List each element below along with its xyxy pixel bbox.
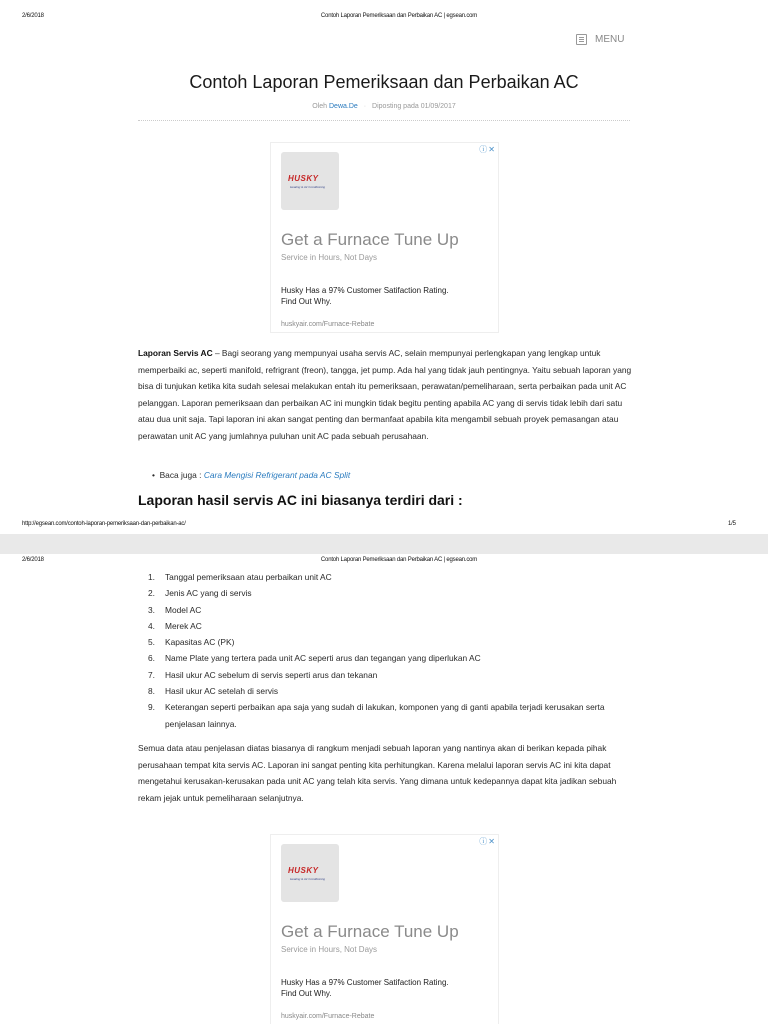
print-title: Contoh Laporan Pemeriksaan dan Perbaikan AC | egsean.com [320,13,478,19]
list-item: 6. Name Plate yang tertera pada unit AC seperti arus dan tegangan yang diperlukan AC [148,653,481,664]
ad-logo-text: HUSKY [288,174,319,183]
print-title: Contoh Laporan Pemeriksaan dan Perbaikan AC | egsean.com [320,557,478,563]
ad-description: Husky Has a 97% Customer Satifaction Rating. Find Out Why. [281,286,449,306]
page-separator [0,534,768,554]
ad-logo[interactable] [281,152,339,210]
see-also-item [152,470,350,480]
print-date: 2/6/2018 [22,13,44,19]
intro-paragraph [138,345,632,444]
list-item: 3. Model AC [148,604,202,615]
list-item: 1. Tanggal pemeriksaan atau perbaikan unit AC [148,572,332,582]
advertisement[interactable] [270,142,499,333]
intro-bold: Laporan Servis AC [138,348,213,358]
bullet-dot: • [152,470,155,480]
ad-logo[interactable] [281,844,339,902]
print-date: 2/6/2018 [22,557,44,563]
list-item: 8. Hasil ukur AC setelah di servis [148,686,279,697]
ad-subline: Service in Hours, Not Days [281,253,378,262]
ad-subline: Service in Hours, Not Days [281,945,378,954]
ad-logo-text: HUSKY [288,866,319,875]
byline-prefix: Oleh [312,103,328,110]
report-items-list [148,569,632,732]
advertisement[interactable] [270,834,499,1024]
byline-divider: · [363,103,367,110]
section-heading: Laporan hasil servis AC ini biasanya terdiri dari : [138,492,463,508]
ad-choices-icon[interactable]: ⓘ✕ [479,145,496,154]
posted-date: Diposting pada 01/09/2017 [372,103,456,110]
list-item: 7. Hasil ukur AC sebelum di servis seperti arus dan tekanan [148,669,378,680]
author-link[interactable]: Dewa.De [329,103,358,110]
footer-page-number: 1/5 [728,521,736,527]
menu-icon [576,34,587,45]
article-title: Contoh Laporan Pemeriksaan dan Perbaikan AC [189,72,579,92]
byline [0,103,768,110]
ad-logo-subtext: Heating & Air Conditioning [290,877,326,881]
intro-text: – Bagi seorang yang mempunyai usaha servis AC, selain mempunyai perlengkapan yang lengkap untuk memperbaiki ac, seperti manifold, refrigrant (freon), tangga, jet pump. Ada hal yang tidak jauh pentingnya. Yaitu sebuah laporan yang bisa di tunjukan ketika kita sudah selesai melakukan entah itu pemeriksaan, perawatan/pemeliharaan, serta perbaikan pada unit AC pelanggan. Laporan pemeriksaan dan perbaikan AC ini mungkin tidak begitu penting apabila AC yang di servis tidak lebih dari satu atau dua unit saja. Tapi laporan ini akan sangat penting dan bermanfaat apabila kita mengambil sebuah proyek pemasangan atau perawatan unit AC yang jumlahnya puluhan unit AC pada sebuah perusahaan. [138,348,632,441]
list-item: 4. Merek AC [148,620,202,631]
ad-url[interactable]: huskyair.com/Furnace-Rebate [281,1013,375,1020]
list-item: 5. Kapasitas AC (PK) [148,637,235,648]
footer-url: http://egsean.com/contoh-laporan-pemeriksaan-dan-perbaikan-ac/ [22,521,186,527]
ad-choices-icon[interactable]: ⓘ✕ [479,837,496,846]
list-item: 9. Keterangan seperti perbaikan apa saja yang sudah di lakukan, komponen yang di ganti apabila terjadi kerusakan serta penjelasan lainnya. [148,702,605,729]
ad-url[interactable]: huskyair.com/Furnace-Rebate [281,321,375,328]
see-also-prefix: Baca juga : [159,470,204,480]
summary-paragraph: Semua data atau penjelasan diatas biasanya di rangkum menjadi sebuah laporan yang nantinya akan di berikan kepada pihak perusahaan tempat kita servis AC. Laporan ini sangat penting kita perhitungkan. Karena melalui laporan servis AC ini kita dapat mengetahui kerusakan-kerusakan pada unit AC yang telah kita servis. Yang dimana untuk kedepannya dapat kita jadikan sebuah rekam jejak untuk pemeliharaan selanjutnya. [138,743,617,803]
list-item: 2. Jenis AC yang di servis [148,588,252,599]
divider [138,120,630,121]
ad-headline[interactable]: Get a Furnace Tune Up [281,230,459,249]
ad-logo-subtext: Heating & Air Conditioning [290,185,326,189]
see-also-link[interactable]: Cara Mengisi Refrigerant pada AC Split [203,470,351,480]
menu-label: MENU [595,34,625,45]
ad-description: Husky Has a 97% Customer Satifaction Rating. Find Out Why. [281,978,449,998]
ad-headline[interactable]: Get a Furnace Tune Up [281,922,459,941]
menu-button[interactable] [576,34,624,45]
